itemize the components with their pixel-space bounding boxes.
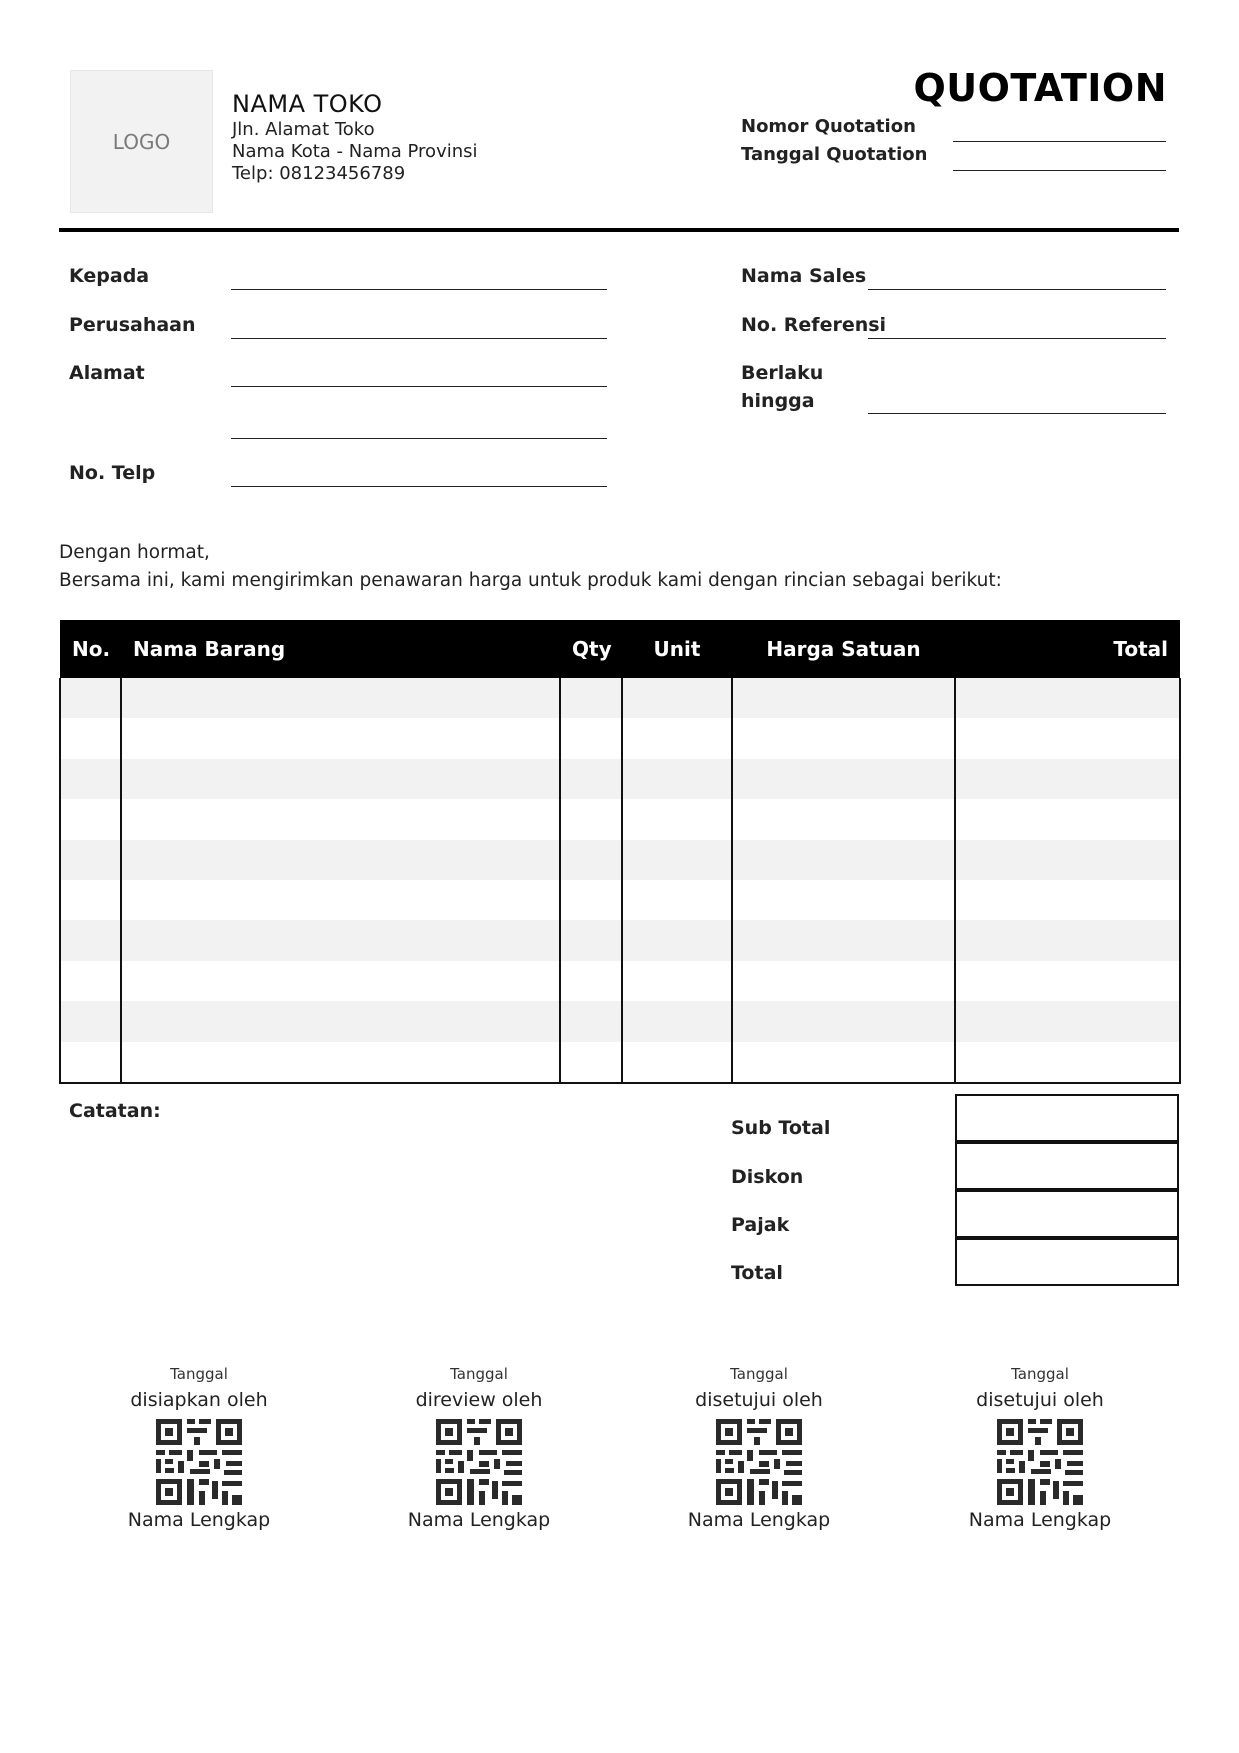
cell-unit[interactable] bbox=[622, 759, 732, 799]
discount-field[interactable] bbox=[955, 1142, 1179, 1190]
signature-block-reviewed bbox=[369, 1365, 589, 1531]
store-phone: Telp: 08123456789 bbox=[232, 163, 406, 184]
cell-item-name[interactable] bbox=[121, 678, 560, 718]
valid-until-label-line-1: Berlaku bbox=[741, 362, 824, 384]
signature-role: direview oleh bbox=[415, 1389, 543, 1411]
cell-item-name[interactable] bbox=[121, 920, 560, 960]
signature-full-name: Nama Lengkap bbox=[127, 1509, 271, 1531]
phone-field[interactable] bbox=[231, 486, 607, 487]
cell-qty[interactable] bbox=[560, 799, 622, 839]
header-divider bbox=[59, 228, 1179, 232]
signature-role: disetujui oleh bbox=[695, 1389, 823, 1411]
cell-no[interactable] bbox=[60, 840, 121, 880]
cell-unit[interactable] bbox=[622, 1001, 732, 1041]
cell-no[interactable] bbox=[60, 759, 121, 799]
table-row bbox=[60, 759, 1180, 799]
column-header-unit-price: Harga Satuan bbox=[732, 620, 955, 678]
cell-qty[interactable] bbox=[560, 678, 622, 718]
signature-role: disetujui oleh bbox=[976, 1389, 1104, 1411]
cell-item-name[interactable] bbox=[121, 718, 560, 758]
cell-unit-price[interactable] bbox=[732, 759, 955, 799]
cell-no[interactable] bbox=[60, 880, 121, 920]
sales-name-label: Nama Sales bbox=[741, 265, 867, 287]
cell-total[interactable] bbox=[955, 1001, 1180, 1041]
reference-field[interactable] bbox=[868, 338, 1166, 339]
table-row bbox=[60, 718, 1180, 758]
cell-total[interactable] bbox=[955, 799, 1180, 839]
cell-qty[interactable] bbox=[560, 1001, 622, 1041]
cell-unit[interactable] bbox=[622, 718, 732, 758]
table-row bbox=[60, 1042, 1180, 1083]
valid-until-label-line-2: hingga bbox=[741, 390, 815, 412]
column-header-no: No. bbox=[60, 620, 121, 678]
cell-unit[interactable] bbox=[622, 1042, 732, 1083]
cell-no[interactable] bbox=[60, 799, 121, 839]
cell-unit-price[interactable] bbox=[732, 880, 955, 920]
qr-code-icon bbox=[154, 1417, 244, 1507]
sales-name-field[interactable] bbox=[868, 289, 1166, 290]
qr-code-icon bbox=[995, 1417, 1085, 1507]
cell-total[interactable] bbox=[955, 718, 1180, 758]
qr-code-icon bbox=[434, 1417, 524, 1507]
address-label: Alamat bbox=[69, 362, 145, 384]
to-label: Kepada bbox=[69, 265, 150, 287]
cell-no[interactable] bbox=[60, 1042, 121, 1083]
cell-qty[interactable] bbox=[560, 718, 622, 758]
quote-number-label: Nomor Quotation bbox=[741, 116, 916, 137]
cell-item-name[interactable] bbox=[121, 1001, 560, 1041]
qr-code-icon bbox=[714, 1417, 804, 1507]
cell-unit-price[interactable] bbox=[732, 1042, 955, 1083]
cell-unit[interactable] bbox=[622, 678, 732, 718]
cell-qty[interactable] bbox=[560, 840, 622, 880]
cell-no[interactable] bbox=[60, 678, 121, 718]
cell-unit-price[interactable] bbox=[732, 799, 955, 839]
cell-qty[interactable] bbox=[560, 1042, 622, 1083]
cell-item-name[interactable] bbox=[121, 759, 560, 799]
signature-block-prepared bbox=[89, 1365, 309, 1531]
signature-full-name: Nama Lengkap bbox=[968, 1509, 1112, 1531]
tax-field[interactable] bbox=[955, 1190, 1179, 1238]
signature-block-approved-1 bbox=[649, 1365, 869, 1531]
quote-date-label: Tanggal Quotation bbox=[741, 144, 928, 165]
column-header-item-name: Nama Barang bbox=[121, 620, 560, 678]
grand-total-label: Total bbox=[731, 1262, 783, 1284]
cell-item-name[interactable] bbox=[121, 880, 560, 920]
signature-date-label: Tanggal bbox=[170, 1365, 228, 1383]
signature-date-label: Tanggal bbox=[450, 1365, 508, 1383]
valid-until-field[interactable] bbox=[868, 413, 1166, 414]
cell-no[interactable] bbox=[60, 920, 121, 960]
signature-block-approved-2 bbox=[930, 1365, 1150, 1531]
cell-unit-price[interactable] bbox=[732, 961, 955, 1001]
cell-unit-price[interactable] bbox=[732, 1001, 955, 1041]
cell-total[interactable] bbox=[955, 759, 1180, 799]
discount-label: Diskon bbox=[731, 1166, 804, 1188]
cell-total[interactable] bbox=[955, 678, 1180, 718]
cell-unit-price[interactable] bbox=[732, 718, 955, 758]
column-header-total: Total bbox=[955, 620, 1180, 678]
cell-unit[interactable] bbox=[622, 961, 732, 1001]
table-row bbox=[60, 840, 1180, 880]
items-table bbox=[59, 620, 1181, 1084]
grand-total-field[interactable] bbox=[955, 1238, 1179, 1286]
table-row bbox=[60, 1001, 1180, 1041]
table-row bbox=[60, 880, 1180, 920]
cell-unit[interactable] bbox=[622, 840, 732, 880]
table-row bbox=[60, 799, 1180, 839]
cell-unit-price[interactable] bbox=[732, 678, 955, 718]
logo-text: LOGO bbox=[112, 129, 171, 154]
cell-no[interactable] bbox=[60, 718, 121, 758]
cell-unit[interactable] bbox=[622, 880, 732, 920]
to-field[interactable] bbox=[231, 289, 607, 290]
cell-total[interactable] bbox=[955, 1042, 1180, 1083]
cell-item-name[interactable] bbox=[121, 961, 560, 1001]
store-city: Nama Kota - Nama Provinsi bbox=[232, 141, 478, 162]
cell-unit[interactable] bbox=[622, 799, 732, 839]
tax-label: Pajak bbox=[731, 1214, 790, 1236]
cell-no[interactable] bbox=[60, 1001, 121, 1041]
signature-full-name: Nama Lengkap bbox=[687, 1509, 831, 1531]
greeting-salutation: Dengan hormat, bbox=[59, 542, 210, 563]
cell-no[interactable] bbox=[60, 961, 121, 1001]
cell-item-name[interactable] bbox=[121, 1042, 560, 1083]
notes-label: Catatan: bbox=[69, 1100, 161, 1122]
cell-unit-price[interactable] bbox=[732, 840, 955, 880]
table-row bbox=[60, 961, 1180, 1001]
cell-unit[interactable] bbox=[622, 920, 732, 960]
cell-qty[interactable] bbox=[560, 920, 622, 960]
table-row bbox=[60, 678, 1180, 718]
cell-unit-price[interactable] bbox=[732, 920, 955, 960]
quote-number-field[interactable] bbox=[953, 141, 1166, 142]
company-label: Perusahaan bbox=[69, 314, 196, 336]
cell-item-name[interactable] bbox=[121, 840, 560, 880]
cell-total[interactable] bbox=[955, 840, 1180, 880]
signature-full-name: Nama Lengkap bbox=[407, 1509, 551, 1531]
greeting-intro: Bersama ini, kami mengirimkan penawaran harga untuk produk kami dengan rincian sebagai berikut: bbox=[59, 570, 1002, 591]
subtotal-field[interactable] bbox=[955, 1094, 1179, 1142]
store-address: Jln. Alamat Toko bbox=[232, 119, 375, 140]
company-field[interactable] bbox=[231, 338, 607, 339]
cell-item-name[interactable] bbox=[121, 799, 560, 839]
cell-qty[interactable] bbox=[560, 880, 622, 920]
quote-date-field[interactable] bbox=[953, 170, 1166, 171]
cell-total[interactable] bbox=[955, 920, 1180, 960]
cell-qty[interactable] bbox=[560, 759, 622, 799]
cell-total[interactable] bbox=[955, 961, 1180, 1001]
subtotal-label: Sub Total bbox=[731, 1117, 831, 1139]
store-name: NAMA TOKO bbox=[232, 90, 383, 118]
address-field-line-1[interactable] bbox=[231, 386, 607, 387]
document-title: QUOTATION bbox=[913, 66, 1167, 110]
phone-label: No. Telp bbox=[69, 462, 156, 484]
cell-total[interactable] bbox=[955, 880, 1180, 920]
address-field-line-2[interactable] bbox=[231, 438, 607, 439]
signature-role: disiapkan oleh bbox=[130, 1389, 268, 1411]
cell-qty[interactable] bbox=[560, 961, 622, 1001]
reference-label: No. Referensi bbox=[741, 314, 887, 336]
column-header-unit: Unit bbox=[622, 620, 732, 678]
store-logo-placeholder bbox=[70, 70, 213, 213]
column-header-qty: Qty bbox=[560, 620, 622, 678]
table-row bbox=[60, 920, 1180, 960]
signature-date-label: Tanggal bbox=[1011, 1365, 1069, 1383]
signature-date-label: Tanggal bbox=[730, 1365, 788, 1383]
table-header-row bbox=[60, 620, 1180, 678]
